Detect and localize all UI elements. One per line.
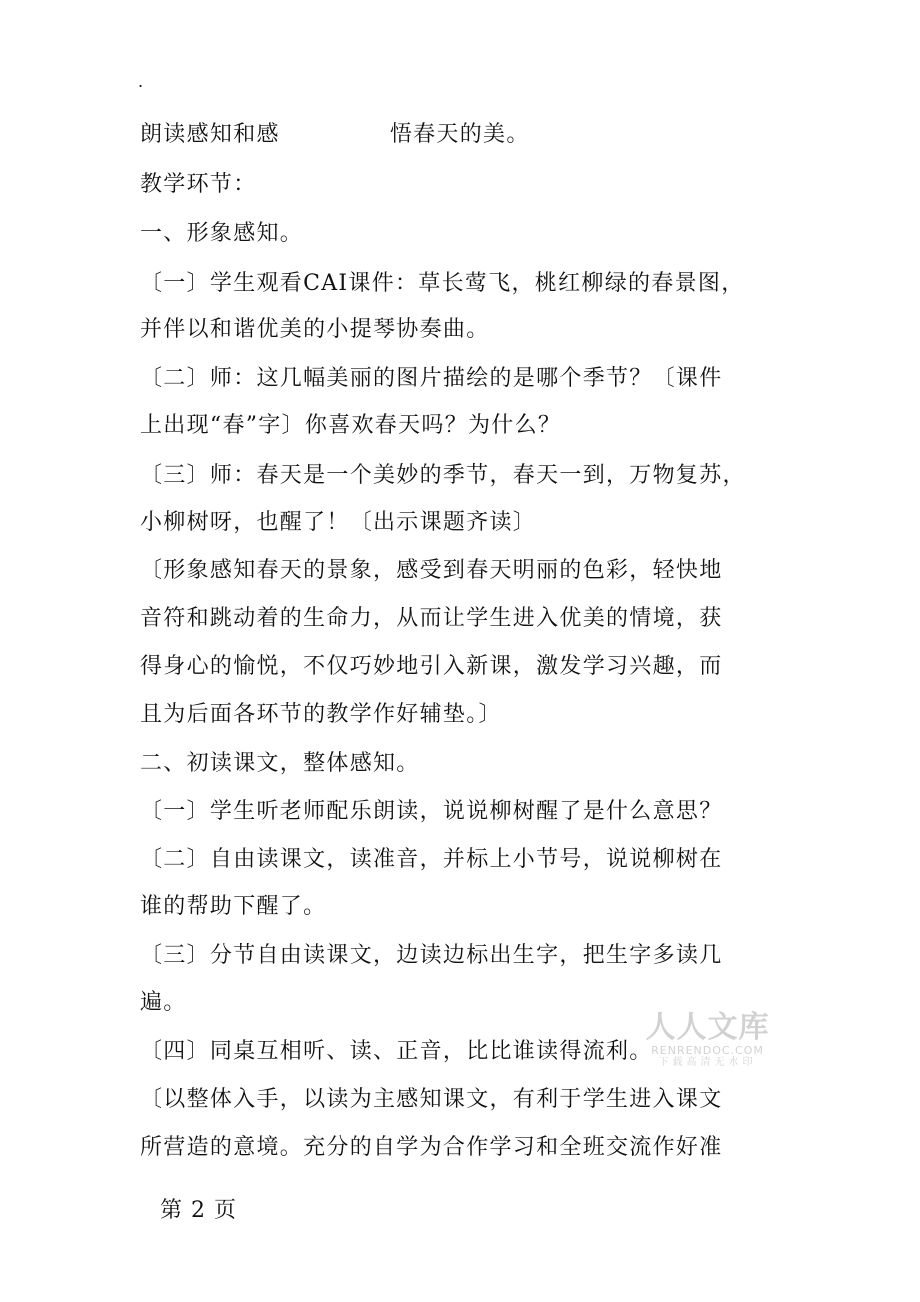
text-line-12: 得身心的愉悦，不仅巧妙地引入新课，激发学习兴趣，而 bbox=[140, 654, 723, 679]
text-line-9: 小柳树呀，也醒了！〔出示课题齐读〕 bbox=[140, 510, 537, 535]
text-line-1 bbox=[140, 120, 530, 150]
text-line-17: 谁的帮助下醒了。 bbox=[140, 894, 327, 919]
top-mark: . bbox=[138, 72, 144, 91]
page-number: 第 2 页 bbox=[160, 1198, 237, 1223]
watermark-logo bbox=[640, 1012, 775, 1069]
text-line-6: 〔二〕师：这几幅美丽的图片描绘的是哪个季节？〔课件 bbox=[140, 366, 723, 391]
text-line-22: 所营造的意境。充分的自学为合作学习和全班交流作好准 bbox=[140, 1135, 723, 1160]
text-line-18: 〔三〕分节自由读课文，边读边标出生字，把生字多读几 bbox=[140, 943, 723, 968]
text-line-1-part-b: 悟春天的美。 bbox=[389, 122, 530, 147]
text-line-3: 一、形象感知。 bbox=[140, 221, 304, 246]
text-line-10: 〔形象感知春天的景象，感受到春天明丽的色彩，轻快地 bbox=[140, 558, 723, 583]
watermark-title: 人人文库 bbox=[645, 1010, 770, 1045]
text-line-8: 〔三〕师：春天是一个美妙的季节，春天一到，万物复苏， bbox=[140, 463, 746, 488]
watermark-subtitle: 下载高清无水印 bbox=[658, 1057, 757, 1068]
text-line-14: 二、初读课文，整体感知。 bbox=[140, 751, 420, 776]
text-line-11: 音符和跳动着的生命力，从而让学生进入优美的情境，获 bbox=[140, 606, 723, 631]
text-line-7: 上出现“春”字〕你喜欢春天吗？为什么？ bbox=[140, 413, 562, 438]
text-line-1-part-a: 朗读感知和感 bbox=[140, 122, 280, 147]
text-line-13: 且为后面各环节的教学作好辅垫。〕 bbox=[140, 702, 502, 727]
text-line-2: 教学环节： bbox=[140, 172, 257, 197]
text-line-5: 并伴以和谐优美的小提琴协奏曲。 bbox=[140, 317, 490, 342]
text-line-20: 〔四〕同桌互相听、读、正音，比比谁读得流利。 bbox=[140, 1039, 653, 1064]
text-line-15: 〔一〕学生听老师配乐朗读，说说柳树醒了是什么意思？ bbox=[140, 799, 723, 824]
watermark-domain: RENRENDOC.COM bbox=[651, 1044, 764, 1057]
text-line-16: 〔二〕自由读课文，读准音，并标上小节号，说说柳树在 bbox=[140, 847, 723, 872]
text-line-4: 〔一〕学生观看CAI课件：草长莺飞，桃红柳绿的春景图， bbox=[140, 271, 745, 296]
text-line-21: 〔以整体入手，以读为主感知课文，有利于学生进入课文 bbox=[140, 1087, 723, 1112]
text-line-19: 遍。 bbox=[140, 990, 187, 1015]
